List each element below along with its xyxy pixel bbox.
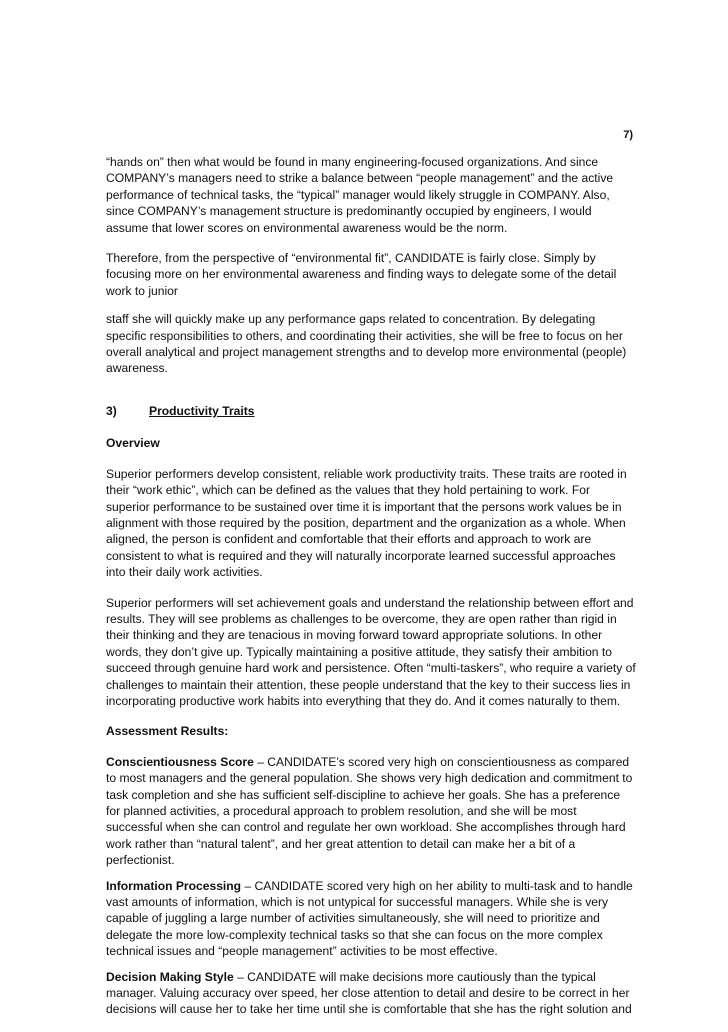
assessment-item-text: – CANDIDATE scored very high on her ability to multi-task and to handle vast amounts of information, which is not untypical for successful managers. While she is very capable of juggling a large number of activities simultaneously, she will need to prioritize and delegate the more low-complexity technical tasks so that she can focus on the more complex technical issues and “people management” activities to be most effective. (106, 878, 633, 959)
intro-paragraph-1: “hands on” then what would be found in many engineering-focused organizations. And since COMPANY’s managers need to strike a balance between “people management” and the active performance of technical tasks, the “typical” manager would likely struggle in COMPANY. Also, since COMPANY’s management structure is predominantly occupied by engineers, I would assume that lower scores on environmental awareness would be the norm. (106, 155, 614, 235)
assessment-item-information-processing (106, 878, 636, 960)
page-number: 7) (623, 129, 633, 141)
page-content (106, 154, 636, 1032)
section-number: 3) (106, 403, 117, 418)
assessment-item-label: Decision Making Style (106, 969, 234, 984)
overview-paragraph-2: Superior performers will set achievement goals and understand the relationship between effort and results. They will see problems as challenges to be overcome, they are open rather than rigid in their thinking and they are tenacious in moving forward toward appropriate solutions. In other words, they don’t give up. Typically maintaining a positive attitude, they satisfy their ambition to succeed through genuine hard work and persistence. Often “multi-taskers”, who require a variety of challenges to maintain their attention, these people understand that the key to their success lies in incorporating productive work habits into everything that they do. And it comes naturally to them. (106, 595, 636, 708)
assessment-heading: Assessment Results: (106, 724, 229, 739)
section-heading (106, 403, 636, 419)
section-title: Productivity Traits (149, 403, 255, 418)
assessment-item-label: Information Processing (106, 878, 242, 893)
overview-heading: Overview (106, 436, 160, 451)
intro-paragraph-3: staff she will quickly make up any performance gaps related to concentration. By delegating specific responsibilities to others, and coordinating their activities, she will be free to focus on her overall analytical and project management strengths and to develop more environmental (people) awareness. (106, 312, 627, 376)
assessment-item-label: Conscientiousness Score (106, 754, 254, 769)
assessment-item-text: – CANDIDATE will make decisions more cautiously than the typical manager. Valuing accuracy over speed, her close attention to detail and desire to be correct in her decisions will cause her to take her time until she is comfortable that she has the right solution and (106, 969, 632, 1017)
intro-paragraph-2: Therefore, from the perspective of “environmental fit”, CANDIDATE is fairly close. Simply by focusing more on her environmental awareness and finding ways to delegate some of the detail work to junior (106, 251, 617, 298)
assessment-item-conscientiousness (106, 754, 636, 869)
assessment-item-text: – CANDIDATE’s scored very high on conscientiousness as compared to most managers and the general population. She shows very high dedication and commitment to task completion and she has sufficient self-discipline to achieve her goals. She has a preference for planned activities, a procedural approach to problem resolution, and she will be most successful when she can control and regulate her own workload. She accomplishes through hard work rather than “natural talent”, and her great attention to detail can make her a bit of a perfectionist. (106, 754, 633, 868)
assessment-item-decision-making (106, 969, 636, 1018)
overview-paragraph-1: Superior performers develop consistent, reliable work productivity traits. These traits are rooted in their “work ethic”, which can be defined as the values that they hold pertaining to work. For superior performance to be sustained over time it is important that the persons work values be in alignment with those required by the position, department and the organization as a whole. When aligned, the person is confident and comfortable that their efforts and approach to work are consistent to what is required and they will naturally incorporate learned successful approaches into their daily work activities. (106, 466, 627, 580)
